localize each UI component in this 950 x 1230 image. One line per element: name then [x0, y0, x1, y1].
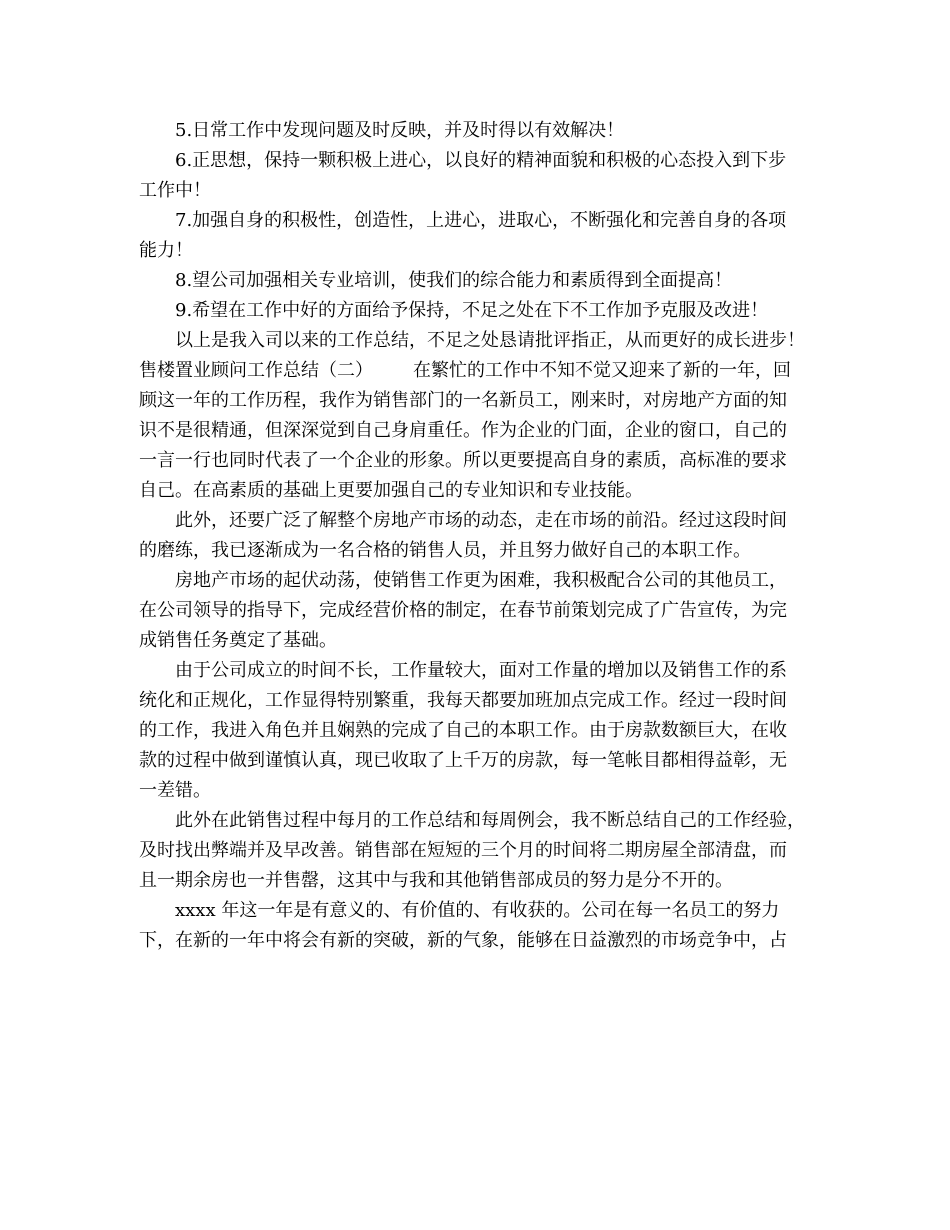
- text-line: [139, 236, 825, 266]
- text-line: [139, 506, 825, 536]
- line-text: 房地产市场的起伏动荡，使销售工作更为困难，我积极配合公司的其他员工，: [175, 570, 787, 591]
- line-text: 统化和正规化，工作显得特别繁重，我每天都要加班加点完成工作。经过一段时间: [139, 690, 787, 711]
- line-text: 由于公司成立的时间不长，工作量较大，面对工作量的增加以及销售工作的系: [175, 660, 787, 681]
- document-page: [139, 116, 825, 956]
- text-line: [139, 566, 825, 596]
- line-text: 此外在此销售过程中每月的工作总结和每周例会，我不断总结自己的工作经验，: [175, 810, 805, 831]
- text-line: [139, 536, 825, 566]
- line-text: 工作中！: [139, 180, 211, 201]
- line-text: 6.正思想，保持一颗积极上进心，以良好的精神面貌和积极的心态投入到下步: [175, 150, 787, 171]
- text-line: [139, 746, 825, 776]
- line-text: 的磨练，我已逐渐成为一名合格的销售人员，并且努力做好自己的本职工作。: [139, 540, 751, 561]
- text-line: [139, 266, 825, 296]
- line-text: 成销售任务奠定了基础。: [139, 630, 337, 651]
- text-line: [139, 626, 825, 656]
- text-line: [139, 416, 825, 446]
- text-line: [139, 926, 825, 956]
- line-text: 顾这一年的工作历程，我作为销售部门的一名新员工，刚来时，对房地产方面的知: [139, 390, 787, 411]
- line-text: 能力！: [139, 240, 193, 261]
- text-line: [139, 686, 825, 716]
- line-text: xxxx 年这一年是有意义的、有价值的、有收获的。公司在每一名员工的努力: [175, 900, 780, 921]
- text-line: [139, 776, 825, 806]
- text-line: [139, 446, 825, 476]
- text-line: [139, 356, 825, 386]
- text-line: [139, 806, 825, 836]
- text-line: [139, 656, 825, 686]
- text-line: [139, 206, 825, 236]
- text-line: [139, 596, 825, 626]
- line-text: 的工作，我进入角色并且娴熟的完成了自己的本职工作。由于房款数额巨大，在收: [139, 720, 787, 741]
- text-line: [139, 476, 825, 506]
- line-text: 在公司领导的指导下，完成经营价格的制定，在春节前策划完成了广告宣传，为完: [139, 600, 787, 621]
- text-line: [139, 146, 825, 176]
- line-text: 7.加强自身的积极性，创造性，上进心，进取心，不断强化和完善自身的各项: [175, 210, 787, 231]
- text-line: [139, 836, 825, 866]
- text-line: [139, 716, 825, 746]
- line-text: 在繁忙的工作中不知不觉又迎来了新的一年，回: [413, 360, 791, 381]
- line-text: 且一期余房也一并售罄，这其中与我和其他销售部成员的努力是分不开的。: [139, 870, 733, 891]
- line-text: 识不是很精通，但深深觉到自己身肩重任。作为企业的门面，企业的窗口，自己的: [139, 420, 787, 441]
- line-text: 5.日常工作中发现问题及时反映，并及时得以有效解决！: [175, 120, 625, 141]
- line-text: 款的过程中做到谨慎认真，现已收取了上千万的房款，每一笔帐目都相得益彰，无: [139, 750, 787, 771]
- line-text: 一差错。: [139, 780, 211, 801]
- line-text: 以上是我入司以来的工作总结，不足之处恳请批评指正，从而更好的成长进步！: [175, 330, 805, 351]
- line-text: 及时找出弊端并及早改善。销售部在短短的三个月的时间将二期房屋全部清盘，而: [139, 840, 787, 861]
- line-text: 9.希望在工作中好的方面给予保持，不足之处在下不工作加予克服及改进！: [175, 300, 769, 321]
- text-line: [139, 896, 825, 926]
- text-line: [139, 386, 825, 416]
- line-text: 自己。在高素质的基础上更要加强自己的专业知识和专业技能。: [139, 480, 643, 501]
- text-line: [139, 326, 825, 356]
- line-text: 一言一行也同时代表了一个企业的形象。所以更要提高自身的素质，高标准的要求: [139, 450, 787, 471]
- text-line: [139, 866, 825, 896]
- line-text: 下，在新的一年中将会有新的突破，新的气象，能够在日益激烈的市场竞争中，占: [139, 930, 787, 951]
- text-line: [139, 296, 825, 326]
- line-text: 此外，还要广泛了解整个房地产市场的动态，走在市场的前沿。经过这段时间: [175, 510, 787, 531]
- line-text: 8.望公司加强相关专业培训，使我们的综合能力和素质得到全面提高！: [175, 270, 733, 291]
- section-heading: 售楼置业顾问工作总结（二）: [139, 360, 373, 381]
- text-line: [139, 116, 825, 146]
- text-line: [139, 176, 825, 206]
